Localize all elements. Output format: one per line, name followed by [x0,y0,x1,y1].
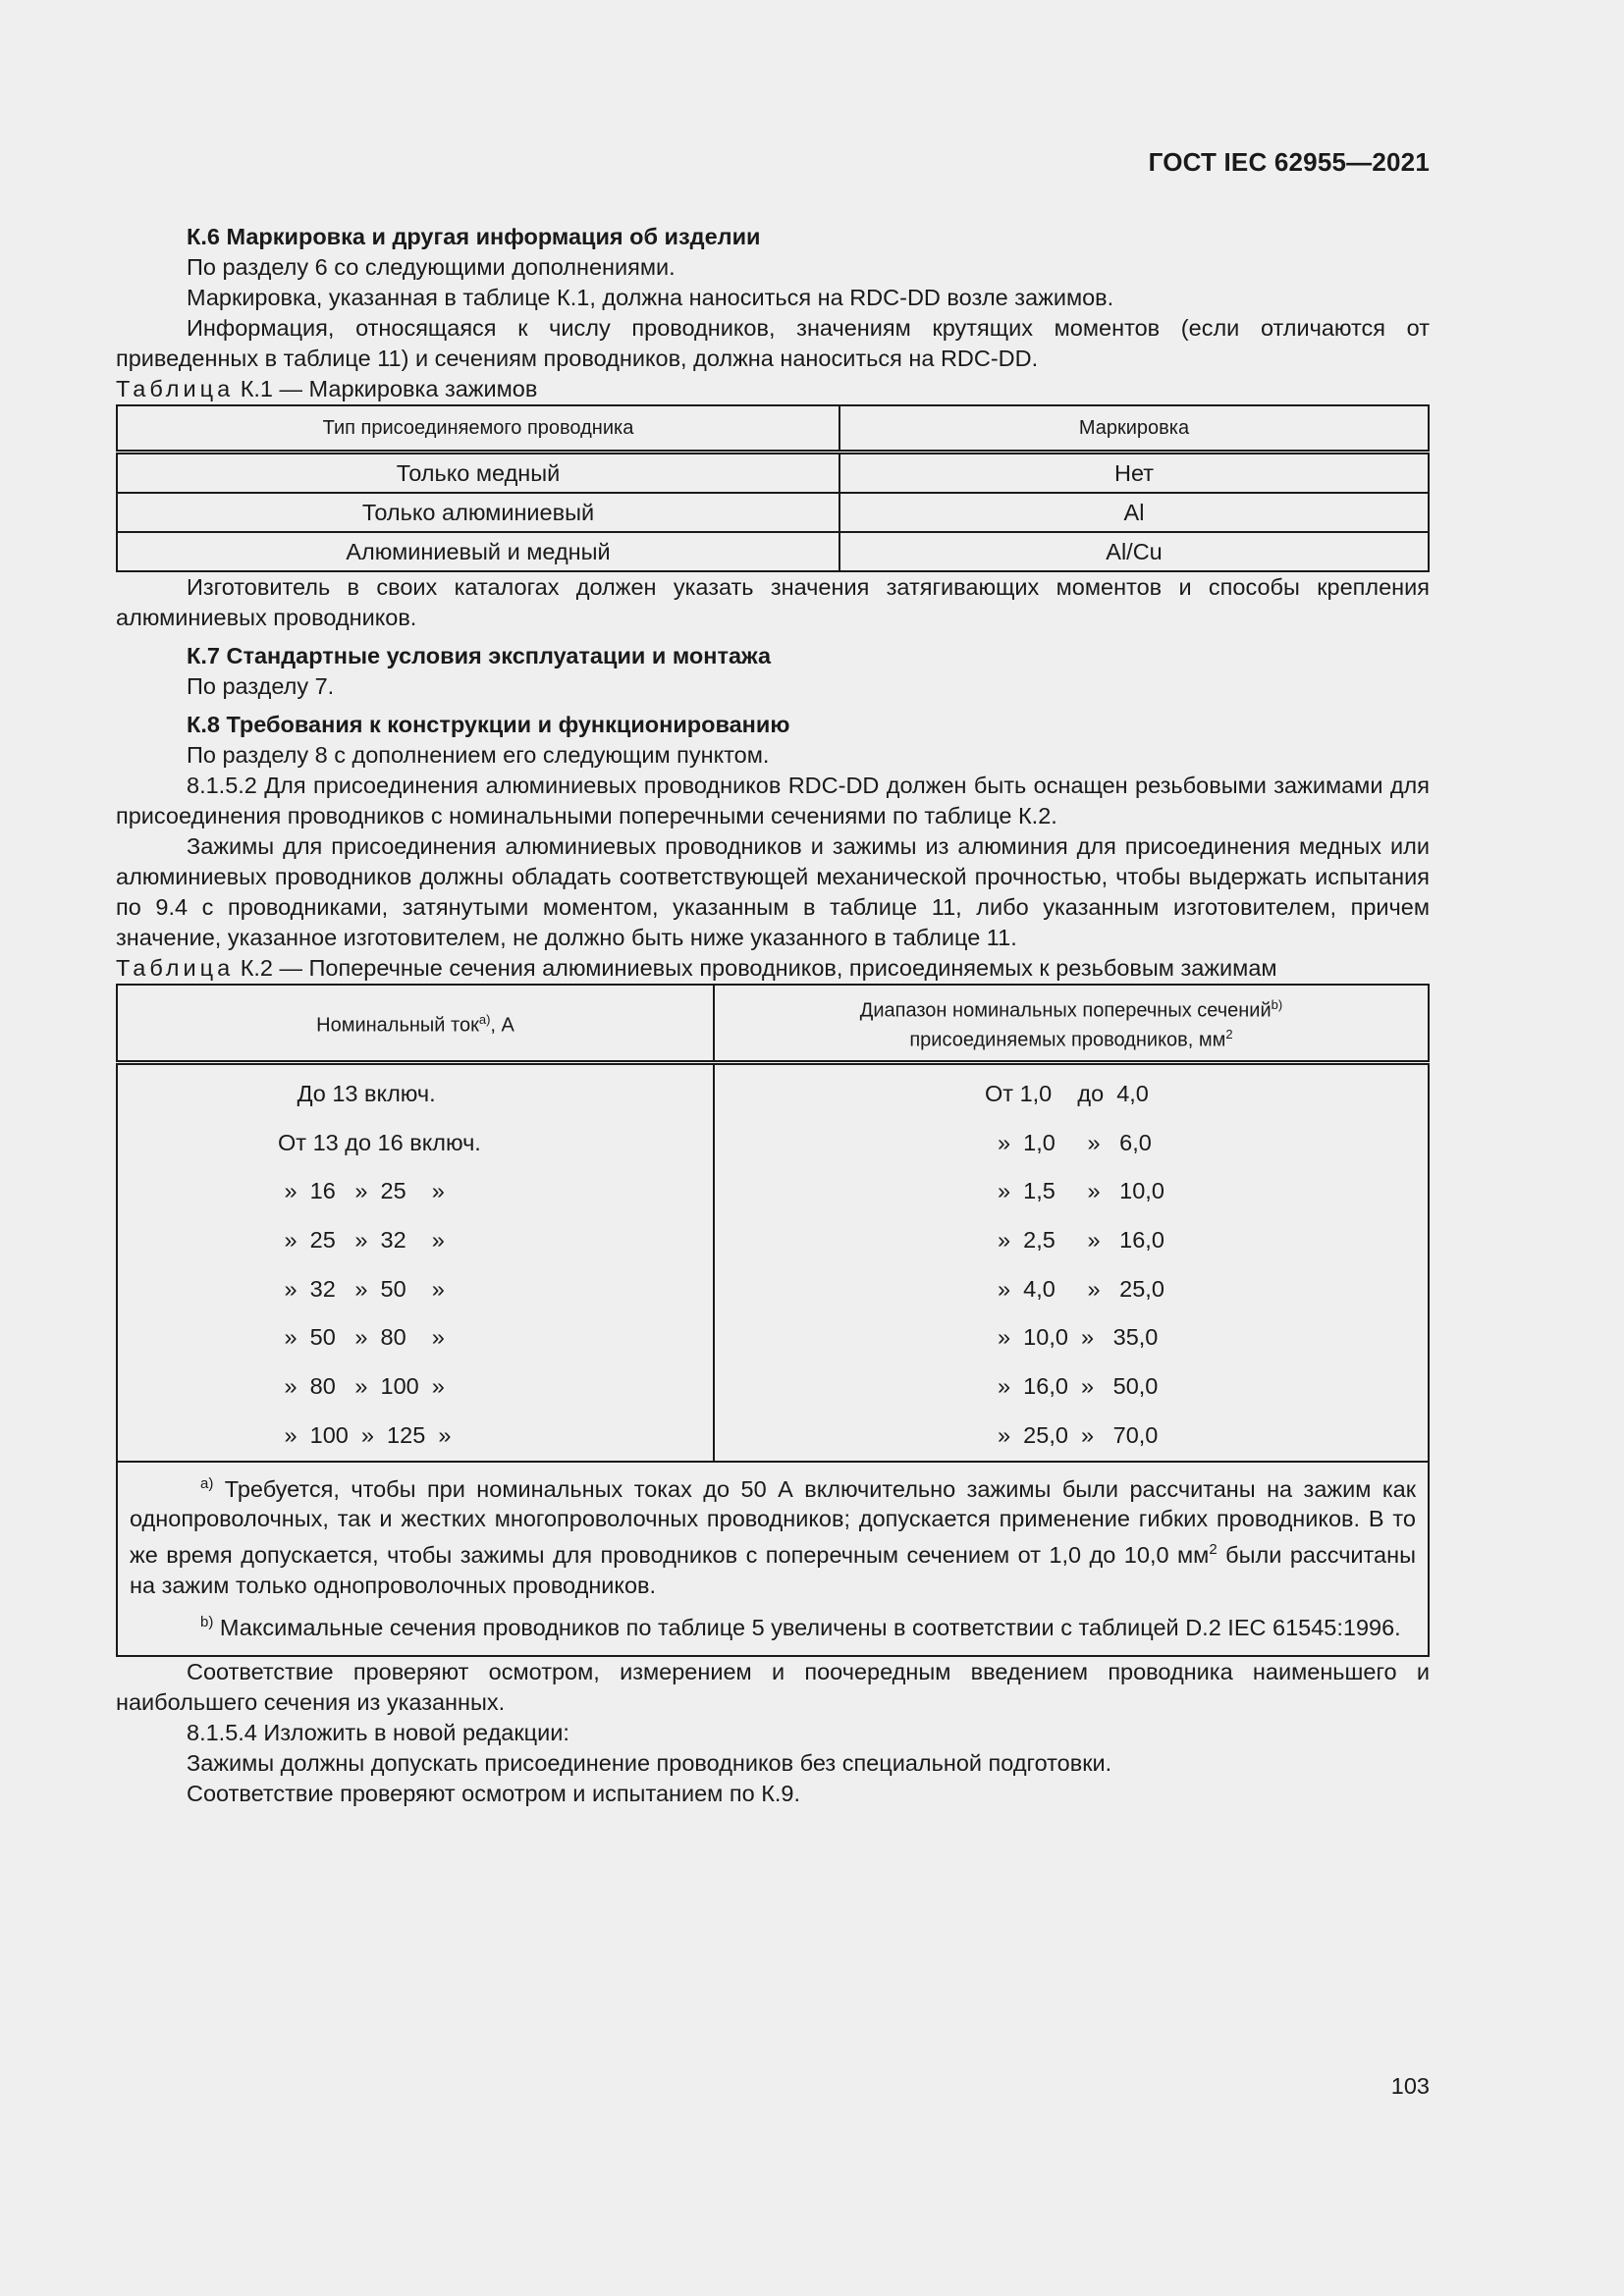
table-cell: » 1,5 » 10,0 [985,1178,1164,1204]
header-text: Диапазон номинальных поперечных сечений [859,1000,1272,1022]
footnote-text: Требуется, чтобы при номинальных токах до 50 А включительно зажимы были рассчитаны на зажим как однопроволочных, так и жестких многопроволочных проводников; допускается применение гибких проводников. В то же время допускается, чтобы зажимы для проводников с поперечным сечением от 1,0 до 10,0 мм [130,1475,1416,1569]
table-k1 [116,404,1430,572]
table-cell: » 16,0 » 50,0 [985,1373,1159,1400]
table-k2-caption [116,953,1430,984]
table-cell: Только алюминиевый [117,493,839,532]
header-text: Номинальный ток [316,1014,479,1037]
table-caption-text: К.1 — Маркировка зажимов [240,376,538,401]
unit-superscript: 2 [1225,1027,1233,1041]
table-footnotes [117,1462,1429,1656]
table-cell: Al [839,493,1429,532]
cross-section-column [714,1063,1429,1462]
footnote-mark: b) [1271,997,1283,1013]
table-cell: » 32 » 50 » [278,1275,445,1302]
header-unit: , А [490,1014,514,1037]
paragraph: Информация, относящаяся к числу проводников, значениям крутящих моментов (если отличаются от приведенных в таблице 11) и сечениям проводников, должна наноситься на RDC-DD. [116,315,1430,371]
table-cell: » 1,0 » 6,0 [985,1129,1152,1155]
table-row [117,493,1429,532]
paragraph: Изготовитель в своих каталогах должен указать значения затягивающих моментов и способы крепления алюминиевых проводников. [116,574,1430,630]
rated-current-column [117,1063,714,1462]
table-cell: » 25,0 » 70,0 [985,1421,1159,1448]
paragraph: Соответствие проверяют осмотром и испытанием по К.9. [187,1780,801,1806]
table-cell: Только медный [117,453,839,494]
footnote-mark: a) [200,1474,214,1492]
footnote-text: были рассчитаны на зажим только однопроволочных проводников. [130,1542,1416,1599]
table-cell: Алюминиевый и медный [117,532,839,571]
table-row [117,453,1429,494]
table-header-marking: Маркировка [839,405,1429,453]
paragraph: По разделу 6 со следующими дополнениями. [187,254,676,280]
table-cell: » 4,0 » 25,0 [985,1275,1164,1302]
paragraph: Соответствие проверяют осмотром, измерением и поочередным введением проводника наименьшего и наибольшего сечения из указанных. [116,1658,1430,1715]
paragraph: Зажимы для присоединения алюминиевых проводников и зажимы из алюминия для присоединения медных или алюминиевых проводников должны обладать соответствующей механической прочностью, чтобы выдержать испытания по 9.4 с проводниками, затянутыми моментом, указанным в таблице 11, либо указанным изготовителем, причем значение, указанное изготовителем, не должно быть ниже указанного в таблице 11. [116,833,1430,950]
table-cell: » 25 » 32 » [278,1227,445,1254]
table-cell: » 50 » 80 » [278,1324,445,1351]
table-cell: » 80 » 100 » [278,1373,445,1400]
footnote-b [130,1607,1416,1643]
table-k2 [116,984,1430,1657]
footnote-mark: b) [200,1614,214,1631]
paragraph: По разделу 8 с дополнением его следующим пунктом. [187,742,770,768]
paragraph: 8.1.5.2 Для присоединения алюминиевых проводников RDC-DD должен быть оснащен резьбовыми зажимами для присоединения проводников с номинальными поперечными сечениями по таблице К.2. [116,773,1430,828]
page-content [116,222,1430,1809]
table-row [117,532,1429,571]
section-k6-title: К.6 Маркировка и другая информация об изделии [187,224,761,249]
section-k7-title: К.7 Стандартные условия эксплуатации и монтажа [187,643,772,668]
table-cell: » 100 » 125 » [278,1421,452,1448]
table-caption-text: К.2 — Поперечные сечения алюминиевых проводников, присоединяемых к резьбовым зажимам [240,955,1277,981]
table-cell: » 10,0 » 35,0 [985,1324,1159,1351]
section-k8-title: К.8 Требования к конструкции и функционированию [187,712,790,737]
table-header-conductor-type: Тип присоединяемого проводника [117,405,839,453]
document-id-header: ГОСТ IEC 62955—2021 [1148,147,1430,177]
paragraph: 8.1.5.4 Изложить в новой редакции: [187,1719,569,1745]
unit-superscript: 2 [1209,1541,1218,1559]
footnote-mark: a) [478,1012,491,1028]
table-cell: До 13 включ. [278,1081,436,1106]
paragraph: Зажимы должны допускать присоединение проводников без специальной подготовки. [187,1749,1112,1776]
paragraph: Маркировка, указанная в таблице К.1, должна наноситься на RDC-DD возле зажимов. [187,285,1114,310]
table-caption-word: Таблица [116,376,235,401]
table-caption-word: Таблица [116,955,235,981]
table-k1-caption [116,374,1430,404]
table-header-rated-current [117,985,714,1063]
table-cell: От 1,0 до 4,0 [985,1081,1149,1106]
footnote-a [130,1468,1416,1602]
table-header-cross-section-range [714,985,1429,1063]
footnote-text: Максимальные сечения проводников по таблице 5 увеличены в соответствии с таблицей D.2 IEC 61545:1996. [213,1614,1401,1640]
table-cell: Нет [839,453,1429,494]
table-cell: От 13 до 16 включ. [278,1129,481,1155]
page-number: 103 [1390,2073,1430,2099]
table-cell: » 16 » 25 » [278,1178,445,1204]
paragraph: По разделу 7. [187,673,335,699]
header-text: присоединяемых проводников, мм [909,1029,1226,1051]
table-cell: » 2,5 » 16,0 [985,1227,1164,1254]
table-cell: Al/Cu [839,532,1429,571]
